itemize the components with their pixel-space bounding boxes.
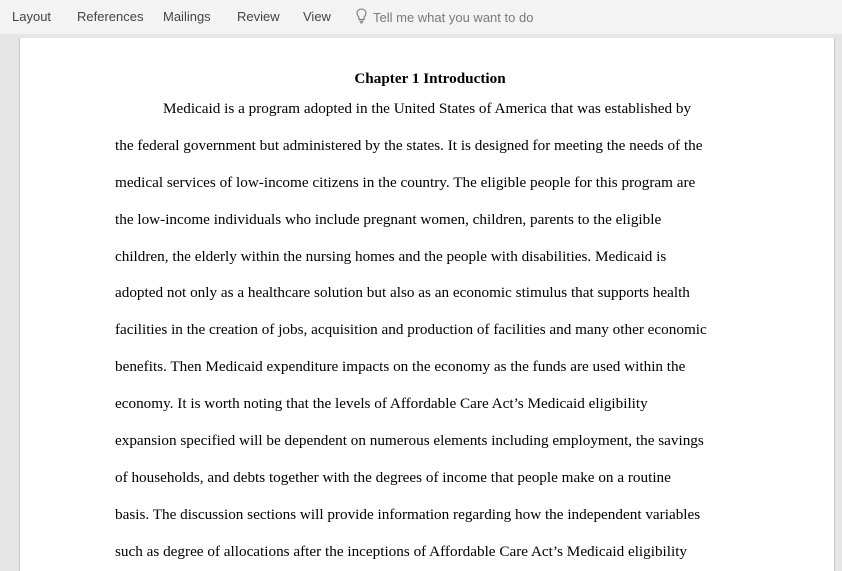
paragraph-line: Medicaid is a program adopted in the United States of America that was established by — [163, 100, 692, 117]
chapter-heading: Chapter 1 Introduction — [354, 70, 506, 87]
paragraph-line: economy. It is worth noting that the levels of Affordable Care Act’s Medicaid eligibility — [115, 395, 648, 413]
document-body[interactable] — [115, 66, 745, 571]
tab-layout[interactable]: Layout — [12, 9, 52, 24]
tab-mailings[interactable]: Mailings — [163, 9, 211, 24]
tell-me-placeholder: Tell me what you want to do — [373, 10, 534, 25]
tab-references[interactable]: References — [77, 9, 144, 24]
paragraph-line: the low-income individuals who include pregnant women, children, parents to the eligible — [115, 210, 662, 228]
lightbulb-icon — [356, 8, 367, 24]
tab-review[interactable]: Review — [237, 9, 280, 24]
paragraph-line: adopted not only as a healthcare solution but also as an economic stimulus that supports health — [115, 284, 690, 302]
document-canvas[interactable] — [0, 34, 842, 571]
tab-view[interactable]: View — [303, 9, 331, 24]
paragraph-line: facilities in the creation of jobs, acquisition and production of facilities and many other economic — [115, 321, 707, 339]
paragraph-line: medical services of low-income citizens in the country. The eligible people for this program are — [115, 173, 696, 191]
paragraph-line: the federal government but administered by the states. It is designed for meeting the needs of the — [115, 136, 703, 154]
paragraph-line: expansion specified will be dependent on numerous elements including employment, the savings — [115, 432, 704, 450]
paragraph-line: children, the elderly within the nursing homes and the people with disabilities. Medicaid is — [115, 247, 667, 265]
tell-me-search[interactable] — [356, 8, 533, 25]
ribbon-tab-bar — [0, 0, 842, 34]
paragraph-line: of households, and debts together with the degrees of income that people make on a routine — [115, 468, 671, 486]
paragraph-line: such as degree of allocations after the inceptions of Affordable Care Act’s Medicaid eligibility — [115, 542, 688, 560]
paragraph-line: benefits. Then Medicaid expenditure impacts on the economy as the funds are used within the — [115, 358, 686, 376]
paragraph-line: basis. The discussion sections will provide information regarding how the independent variables — [115, 505, 701, 523]
document-page[interactable] — [19, 38, 835, 571]
